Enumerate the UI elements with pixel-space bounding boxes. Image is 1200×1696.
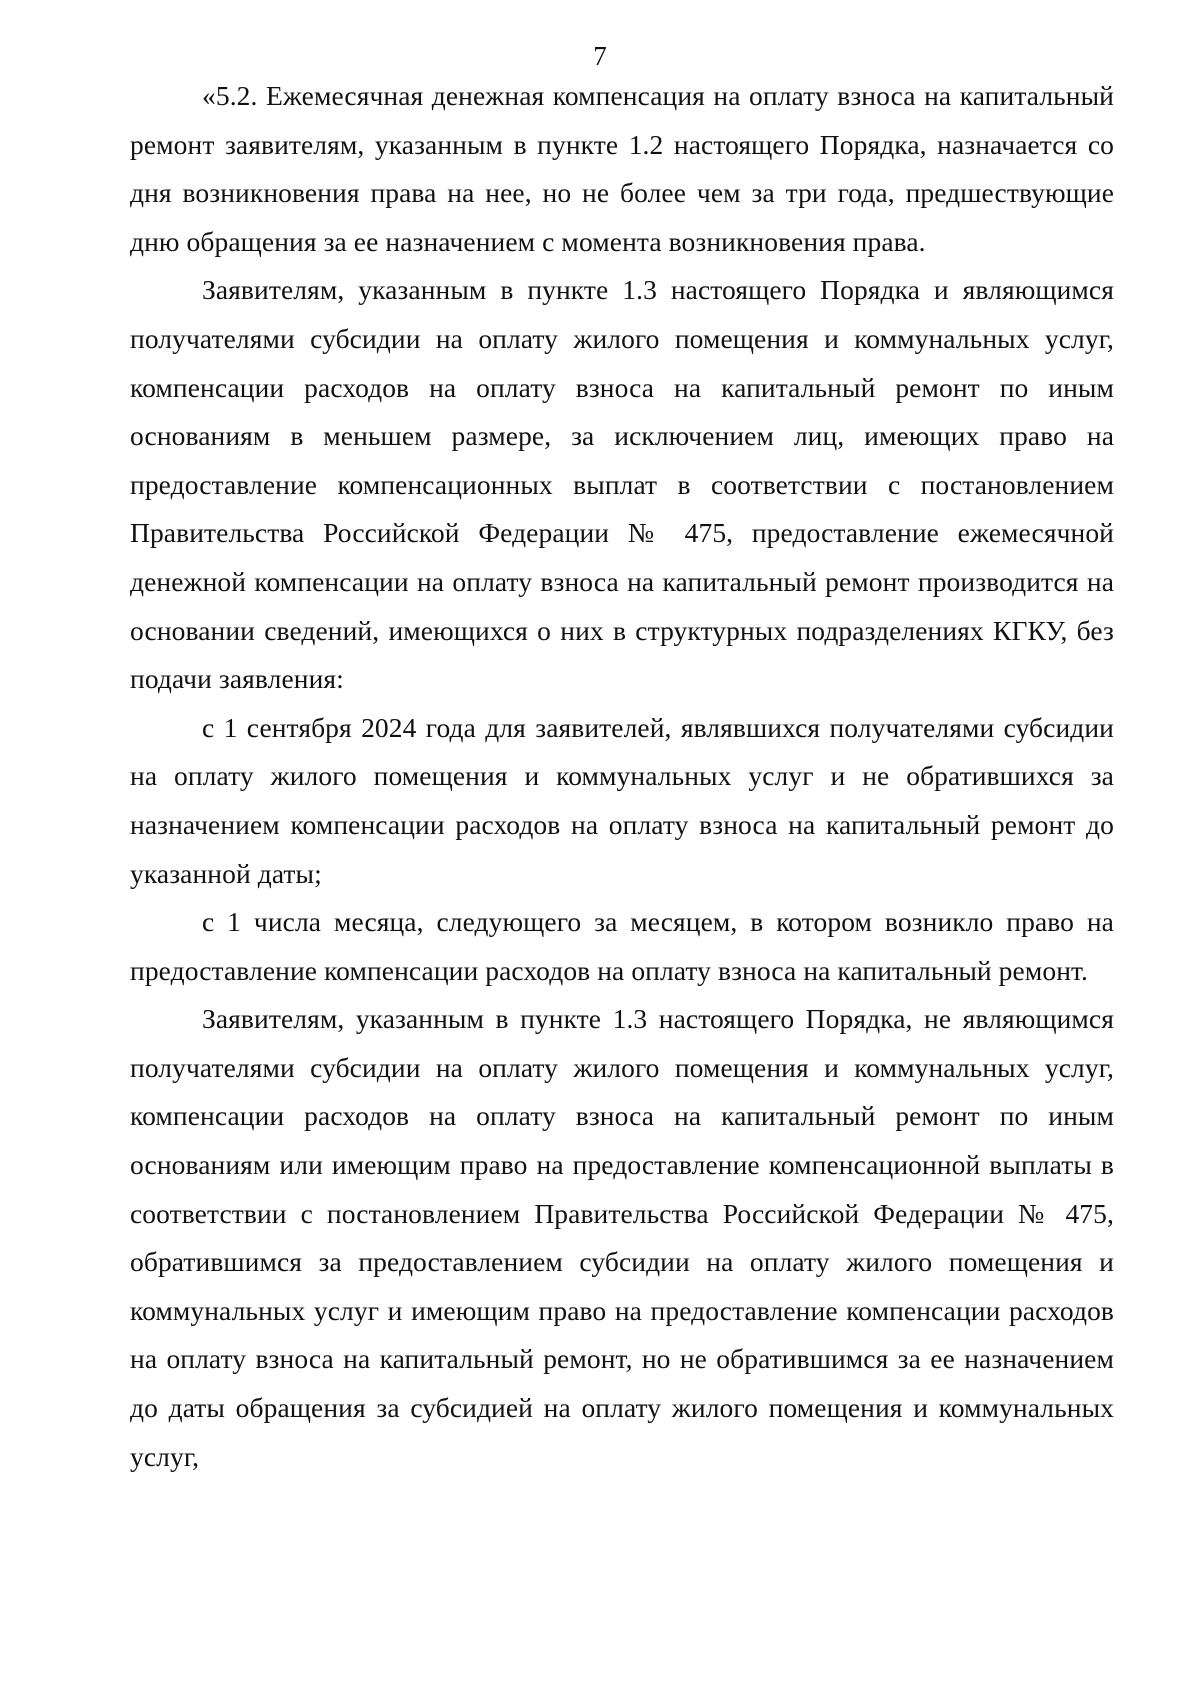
document-body <box>130 72 1114 1481</box>
paragraph-from-september-2024: с 1 сентября 2024 года для заявителей, являвшихся получателями субсидии на оплату жилого помещения и коммунальных услуг и не обратившихся за назначением компенсации расходов на оплату взноса на капитальный ремонт до указанной даты; <box>130 711 1114 889</box>
paragraph-5-2: «5.2. Ежемесячная денежная компенсация на оплату взноса на капитальный ремонт заявителям, указанным в пункте 1.2 настоящего Порядка, назначается со дня возникновения права на нее, но не более чем за три года, предшествующие дню обращения за ее назначением с момента возникновения права. <box>130 80 1114 257</box>
paragraph-applicants-recipients: Заявителям, указанным в пункте 1.3 настоящего Порядка и являющимся получателями субсидии на оплату жилого помещения и коммунальных услуг, компенсации расходов на оплату взноса на капитальный ремонт по иным основаниям в меньшем размере, за исключением лиц, имеющих право на предоставление компенсационных выплат в соответствии с постановлением Правительства Российской Федерации № 475, предоставление ежемесячной денежной компенсации на оплату взноса на капитальный ремонт производится на основании сведений, имеющихся о них в структурных подразделениях КГКУ, без подачи заявления: <box>130 274 1114 695</box>
paragraph-from-first-day-of-month: с 1 числа месяца, следующего за месяцем, в котором возникло право на предоставление компенсации расходов на оплату взноса на капитальный ремонт. <box>130 906 1114 986</box>
paragraph-applicants-non-recipients: Заявителям, указанным в пункте 1.3 настоящего Порядка, не являющимся получателями субсидии на оплату жилого помещения и коммунальных услуг, компенсации расходов на оплату взноса на капитальный ремонт по иным основаниям или имеющим право на предоставление компенсационной выплаты в соответствии с постановлением Правительства Российской Федерации № 475, обратившимся за предоставлением субсидии на оплату жилого помещения и коммунальных услуг и имеющим право на предоставление компенсации расходов на оплату взноса на капитальный ремонт, но не обратившимся за ее назначением до даты обращения за субсидией на оплату жилого помещения и коммунальных услуг, <box>130 1003 1114 1472</box>
page-number: 7 <box>593 41 607 71</box>
